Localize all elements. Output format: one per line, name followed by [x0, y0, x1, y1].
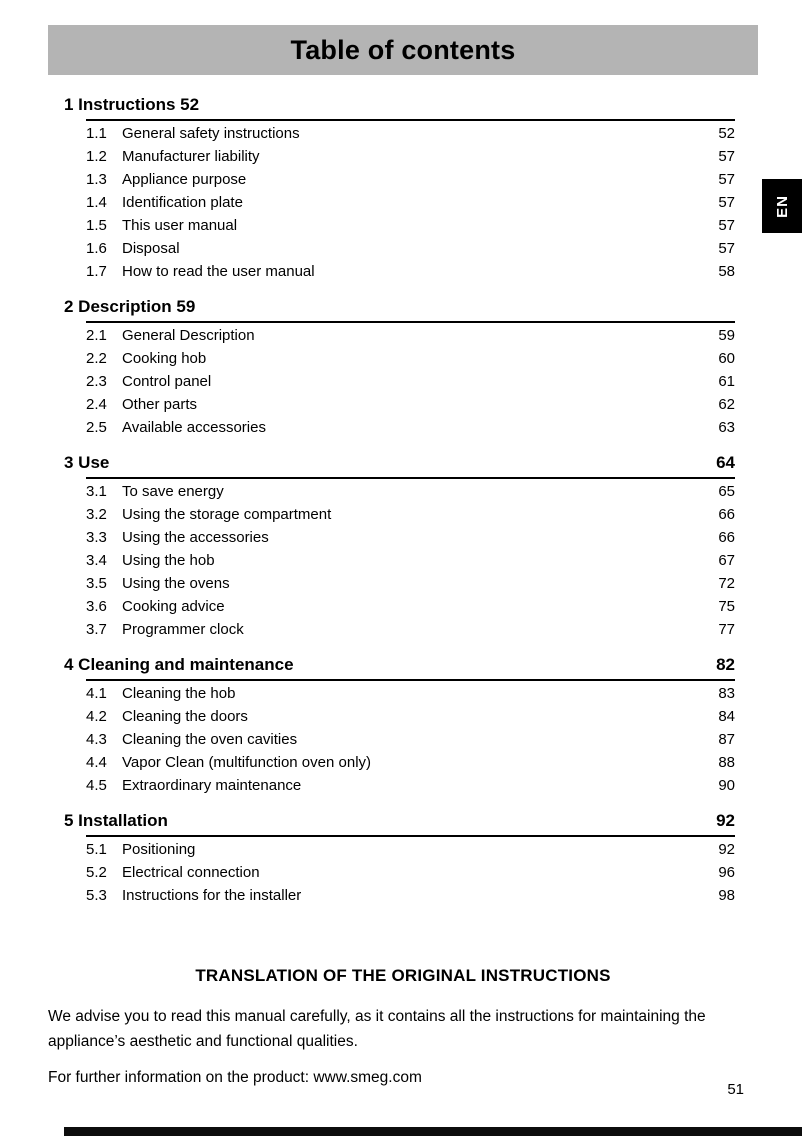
- toc-section-title: 4 Cleaning and maintenance: [64, 655, 294, 674]
- toc-entry: [86, 324, 735, 347]
- toc-entry-page: 87: [718, 731, 735, 748]
- toc-entry-label: Using the accessories: [122, 529, 269, 546]
- page-header-bar: [48, 25, 758, 75]
- toc-section-header: [64, 650, 735, 679]
- toc-entry-page: 66: [718, 529, 735, 546]
- toc-entry: [86, 572, 735, 595]
- toc-section: [64, 90, 735, 283]
- toc-entry-page: 61: [718, 373, 735, 390]
- toc-entry: [86, 145, 735, 168]
- toc-entry: [86, 526, 735, 549]
- section-divider: [86, 835, 735, 837]
- toc-section-items: [64, 324, 735, 439]
- toc-entry-label: General safety instructions: [122, 125, 300, 142]
- toc-entry: [86, 705, 735, 728]
- toc-entry: [86, 237, 735, 260]
- toc-entry-page: 59: [718, 327, 735, 344]
- toc-entry-page: 98: [718, 887, 735, 904]
- toc-entry: [86, 347, 735, 370]
- language-tab: [762, 179, 802, 233]
- toc-entry-label: Vapor Clean (multifunction oven only): [122, 754, 372, 771]
- toc-entry-number: 1.7: [86, 263, 107, 280]
- toc-entry: [86, 682, 735, 705]
- toc-entry-number: 1.4: [86, 194, 107, 211]
- toc-entry-number: 2.5: [86, 419, 107, 436]
- toc-entry: [86, 595, 735, 618]
- toc-section-header: [64, 806, 735, 835]
- toc-entry-label: Programmer clock: [122, 621, 244, 638]
- toc-entry-page: 96: [718, 864, 735, 881]
- toc-entry-number: 3.5: [86, 575, 107, 592]
- toc-entry-page: 63: [718, 419, 735, 436]
- toc-entry-number: 4.3: [86, 731, 107, 748]
- toc-section: [64, 292, 735, 439]
- section-divider: [86, 321, 735, 323]
- toc-entry: [86, 393, 735, 416]
- toc-entry-number: 3.4: [86, 552, 107, 569]
- toc-entry-label: Disposal: [122, 240, 180, 257]
- toc-entry-label: Control panel: [122, 373, 212, 390]
- table-of-contents: [64, 90, 735, 916]
- page-footer: [48, 966, 758, 1090]
- toc-entry-label: Electrical connection: [122, 864, 260, 881]
- toc-section: [64, 806, 735, 907]
- toc-entry-number: 2.4: [86, 396, 107, 413]
- toc-section-header: [64, 448, 735, 477]
- toc-entry-label: This user manual: [122, 217, 238, 234]
- toc-entry-label: How to read the user manual: [122, 263, 315, 280]
- toc-section-header: [64, 292, 735, 321]
- toc-entry-page: 62: [718, 396, 735, 413]
- toc-entry: [86, 416, 735, 439]
- toc-entry-page: 84: [718, 708, 735, 725]
- toc-section-items: [64, 480, 735, 641]
- toc-entry-label: Cooking hob: [122, 350, 207, 367]
- toc-entry-label: Available accessories: [122, 419, 266, 436]
- toc-entry-number: 4.4: [86, 754, 107, 771]
- toc-entry-label: Extraordinary maintenance: [122, 777, 302, 794]
- toc-entry-label: Instructions for the installer: [122, 887, 302, 904]
- toc-entry-number: 1.5: [86, 217, 107, 234]
- bottom-bar: [64, 1127, 802, 1136]
- toc-section-title: 5 Installation: [64, 811, 168, 830]
- toc-entry-page: 88: [718, 754, 735, 771]
- toc-entry-label: Cooking advice: [122, 598, 225, 615]
- toc-entry-page: 52: [718, 125, 735, 142]
- toc-entry-page: 75: [718, 598, 735, 615]
- toc-entry-number: 1.2: [86, 148, 107, 165]
- toc-entry-page: 67: [718, 552, 735, 569]
- toc-entry-page: 57: [718, 217, 735, 234]
- toc-entry-label: Using the ovens: [122, 575, 230, 592]
- toc-entry-page: 90: [718, 777, 735, 794]
- toc-entry-number: 2.3: [86, 373, 107, 390]
- toc-entry-number: 5.3: [86, 887, 107, 904]
- toc-entry-number: 2.1: [86, 327, 107, 344]
- product-info-line: For further information on the product: www.smeg.com: [48, 1069, 422, 1086]
- toc-entry: [86, 503, 735, 526]
- page-title: Table of contents: [290, 34, 516, 65]
- toc-entry-page: 77: [718, 621, 735, 638]
- toc-entry-page: 66: [718, 506, 735, 523]
- toc-entry-number: 4.1: [86, 685, 107, 702]
- toc-entry-label: Cleaning the oven cavities: [122, 731, 298, 748]
- toc-entry-page: 57: [718, 240, 735, 257]
- toc-entry-label: Manufacturer liability: [122, 148, 260, 165]
- toc-entry: [86, 549, 735, 572]
- toc-entry: [86, 370, 735, 393]
- toc-entry: [86, 774, 735, 797]
- toc-entry-page: 57: [718, 171, 735, 188]
- toc-entry-label: Using the storage compartment: [122, 506, 332, 523]
- toc-section-items: [64, 122, 735, 283]
- section-divider: [86, 119, 735, 121]
- toc-entry-number: 3.3: [86, 529, 107, 546]
- toc-section-items: [64, 838, 735, 907]
- toc-entry-page: 83: [718, 685, 735, 702]
- toc-entry: [86, 618, 735, 641]
- section-divider: [86, 679, 735, 681]
- toc-section-items: [64, 682, 735, 797]
- language-tab-label: EN: [773, 194, 791, 218]
- toc-entry: [86, 751, 735, 774]
- toc-section-title: 3 Use: [64, 453, 110, 472]
- toc-entry-number: 5.2: [86, 864, 107, 881]
- toc-entry-label: General Description: [122, 327, 255, 344]
- toc-entry-number: 5.1: [86, 841, 107, 858]
- advice-paragraph: We advise you to read this manual carefully, as it contains all the instructions for maintaining the appliance’s aesthetic and functional qualities.: [48, 1008, 706, 1050]
- toc-entry-number: 3.7: [86, 621, 107, 638]
- toc-section-header: [64, 90, 735, 119]
- toc-entry: [86, 861, 735, 884]
- toc-entry: [86, 884, 735, 907]
- translation-heading: TRANSLATION OF THE ORIGINAL INSTRUCTIONS: [195, 966, 611, 985]
- toc-entry: [86, 168, 735, 191]
- toc-entry: [86, 728, 735, 751]
- toc-entry-label: Cleaning the hob: [122, 685, 236, 702]
- toc-entry-page: 60: [718, 350, 735, 367]
- toc-entry-number: 1.3: [86, 171, 107, 188]
- toc-entry-page: 58: [718, 263, 735, 280]
- toc-section-page: 64: [716, 453, 735, 472]
- toc-entry-label: Identification plate: [122, 194, 243, 211]
- toc-section-title: 1 Instructions 52: [64, 95, 200, 114]
- toc-entry-label: Positioning: [122, 841, 196, 858]
- page-number: 51: [727, 1081, 744, 1098]
- toc-entry: [86, 838, 735, 861]
- toc-section: [64, 650, 735, 797]
- toc-section-page: 92: [716, 811, 735, 830]
- toc-entry-number: 4.2: [86, 708, 107, 725]
- toc-section-title: 2 Description 59: [64, 297, 196, 316]
- toc-entry-number: 1.1: [86, 125, 107, 142]
- toc-entry-label: Cleaning the doors: [122, 708, 248, 725]
- toc-entry: [86, 122, 735, 145]
- toc-entry-number: 2.2: [86, 350, 107, 367]
- toc-entry-label: Other parts: [122, 396, 198, 413]
- toc-entry-page: 57: [718, 148, 735, 165]
- toc-entry-page: 72: [718, 575, 735, 592]
- toc-entry-number: 3.6: [86, 598, 107, 615]
- toc-entry-number: 4.5: [86, 777, 107, 794]
- toc-entry-number: 1.6: [86, 240, 107, 257]
- toc-section-page: 82: [716, 655, 735, 674]
- toc-entry: [86, 480, 735, 503]
- toc-entry-number: 3.2: [86, 506, 107, 523]
- toc-entry: [86, 214, 735, 237]
- toc-entry-page: 65: [718, 483, 735, 500]
- toc-entry-label: Appliance purpose: [122, 171, 247, 188]
- toc-entry: [86, 260, 735, 283]
- section-divider: [86, 477, 735, 479]
- toc-section: [64, 448, 735, 641]
- toc-entry-page: 92: [718, 841, 735, 858]
- toc-entry-number: 3.1: [86, 483, 107, 500]
- toc-entry-label: Using the hob: [122, 552, 215, 569]
- toc-entry-page: 57: [718, 194, 735, 211]
- toc-entry-label: To save energy: [122, 483, 224, 500]
- toc-entry: [86, 191, 735, 214]
